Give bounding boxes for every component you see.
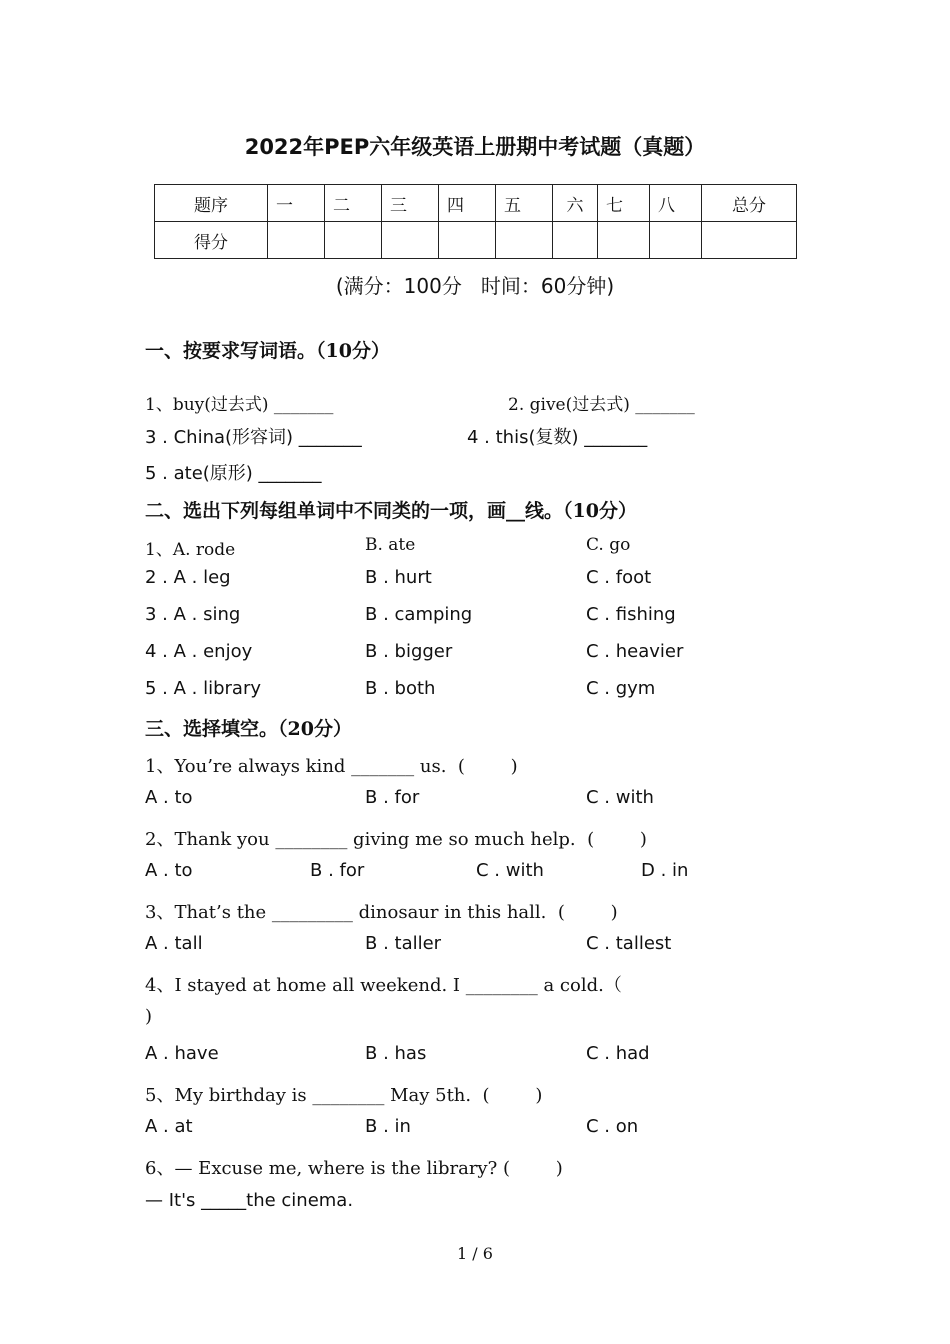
- exam-info: (满分：100分 时间：60分钟): [335, 274, 615, 298]
- s2-row1-b: B. ate: [365, 535, 416, 555]
- s3-q5-opt-b: B . in: [365, 1116, 411, 1137]
- score-header-cell: 四: [439, 185, 496, 222]
- s3-q6-answer-line: — It's _____the cinema.: [145, 1190, 354, 1211]
- score-cell[interactable]: [598, 222, 650, 259]
- page-number: 1 / 6: [457, 1244, 493, 1263]
- s3-q3-opt-b: B . taller: [365, 933, 442, 954]
- score-cell[interactable]: [702, 222, 797, 259]
- s3-q3-opt-a: A . tall: [145, 933, 203, 954]
- s2-row3-c: C . fishing: [586, 604, 676, 625]
- s1-item-4: 4 . this(复数) _______: [467, 427, 648, 448]
- s2-row3-b: B . camping: [365, 604, 473, 625]
- s3-q1-opt-a: A . to: [145, 787, 193, 808]
- s3-q5-opt-c: C . on: [586, 1116, 639, 1137]
- score-header-cell: 六: [553, 185, 598, 222]
- s1-item-1: 1、buy(过去式) _______: [145, 395, 334, 415]
- s3-q4-opt-c: C . had: [586, 1043, 650, 1064]
- s3-q1: 1、You’re always kind _______ us. ( ): [145, 756, 518, 777]
- s2-row5-b: B . both: [365, 678, 436, 699]
- s2-row4-a: 4 . A . enjoy: [145, 641, 253, 662]
- section3-heading: 三、选择填空。（20分）: [145, 718, 352, 740]
- s3-q4-opt-b: B . has: [365, 1043, 427, 1064]
- score-header-cell: 五: [496, 185, 553, 222]
- s3-q2-opt-c: C . with: [476, 860, 544, 881]
- s3-q2-opt-d: D . in: [641, 860, 689, 881]
- s3-q2: 2、Thank you ________ giving me so much help. ( ): [145, 829, 647, 850]
- score-table-score-row: [155, 222, 797, 259]
- score-cell[interactable]: [268, 222, 325, 259]
- s2-row2-b: B . hurt: [365, 567, 432, 588]
- s2-row5-a: 5 . A . library: [145, 678, 262, 699]
- s1-item-5: 5 . ate(原形) _______: [145, 463, 322, 484]
- score-cell[interactable]: [650, 222, 702, 259]
- score-row-label: 得分: [155, 222, 268, 259]
- s3-q2-opt-b: B . for: [310, 860, 365, 881]
- s1-item-2: 2. give(过去式) _______: [508, 395, 695, 415]
- s3-q4: 4、I stayed at home all weekend. I ________ a cold.（: [145, 975, 622, 996]
- score-cell[interactable]: [382, 222, 439, 259]
- s1-item-3: 3 . China(形容词) _______: [145, 427, 362, 448]
- section1-heading: 一、按要求写词语。（10分）: [145, 340, 390, 362]
- s3-q4-opt-a: A . have: [145, 1043, 219, 1064]
- s3-q6: 6、— Excuse me, where is the library? ( ): [145, 1158, 563, 1179]
- s3-q4-end: ): [145, 1006, 153, 1027]
- score-cell[interactable]: [496, 222, 553, 259]
- score-cell[interactable]: [553, 222, 598, 259]
- s2-row2-a: 2 . A . leg: [145, 567, 231, 588]
- score-header-cell: 二: [325, 185, 382, 222]
- s2-row4-c: C . heavier: [586, 641, 684, 662]
- s2-row3-a: 3 . A . sing: [145, 604, 241, 625]
- score-table: [154, 184, 797, 259]
- score-cell[interactable]: [439, 222, 496, 259]
- score-header-cell: 三: [382, 185, 439, 222]
- score-table-header-row: [155, 185, 797, 222]
- score-header-cell: 题序: [155, 185, 268, 222]
- s2-row4-b: B . bigger: [365, 641, 453, 662]
- s3-q3-opt-c: C . tallest: [586, 933, 672, 954]
- score-header-cell: 八: [650, 185, 702, 222]
- s3-q2-opt-a: A . to: [145, 860, 193, 881]
- s3-q1-opt-c: C . with: [586, 787, 654, 808]
- s3-q5: 5、My birthday is ________ May 5th. ( ): [145, 1085, 543, 1106]
- page-title: 2022年PEP六年级英语上册期中考试题（真题）: [244, 135, 706, 159]
- score-header-cell: 一: [268, 185, 325, 222]
- s2-row1-c: C. go: [586, 535, 631, 555]
- score-header-cell: 总分: [702, 185, 797, 222]
- score-cell[interactable]: [325, 222, 382, 259]
- score-header-cell: 七: [598, 185, 650, 222]
- s2-row2-c: C . foot: [586, 567, 652, 588]
- s2-row5-c: C . gym: [586, 678, 656, 699]
- s3-q5-opt-a: A . at: [145, 1116, 193, 1137]
- s3-q1-opt-b: B . for: [365, 787, 420, 808]
- section2-heading: 二、选出下列每组单词中不同类的一项，画__线。（10分）: [145, 500, 637, 522]
- s2-row1-a: 1、A. rode: [145, 540, 236, 560]
- s3-q3: 3、That’s the _________ dinosaur in this hall. ( ): [145, 902, 618, 923]
